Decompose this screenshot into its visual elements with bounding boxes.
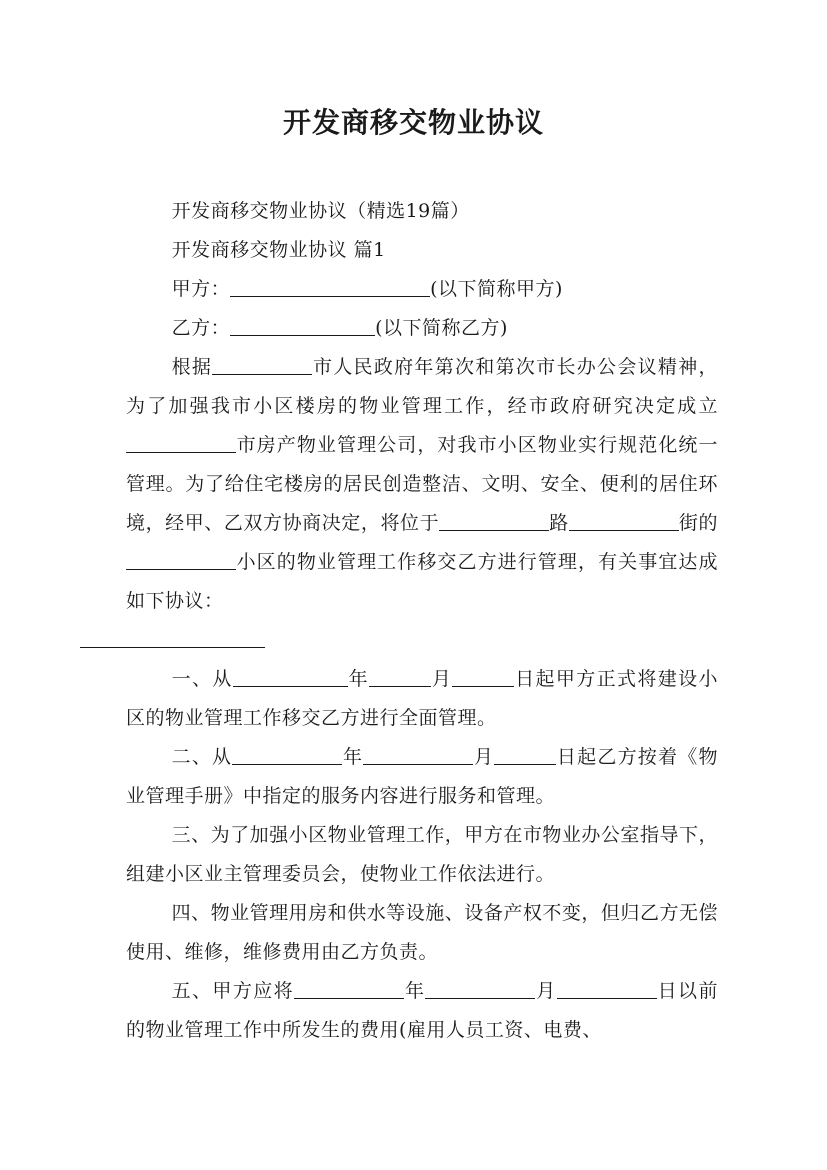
document-body bbox=[126, 192, 718, 1050]
clause-5-year-blank bbox=[294, 979, 404, 999]
party-b-suffix: (以下简称乙方) bbox=[375, 317, 508, 339]
clause-5-day-blank bbox=[557, 979, 657, 999]
clause-1-part-4: 日起甲方正式将建设小区的物业管理工作移交乙方进行全面管理。 bbox=[126, 668, 718, 729]
document-title: 开发商移交物业协议 bbox=[282, 106, 544, 139]
clause-4: 四、物业管理用房和供水等设施、设备产权不变，但归乙方无偿使用、维修，维修费用由乙方负责。 bbox=[126, 902, 718, 963]
clause-2-month-blank bbox=[363, 745, 473, 765]
intro-part-6: 小区的物业管理工作移交乙方进行管理，有关事宜达成如下协议： bbox=[126, 551, 718, 612]
clause-5 bbox=[126, 972, 718, 1050]
clause-2-part-3: 月 bbox=[473, 746, 495, 768]
clause-2-part-2: 年 bbox=[342, 746, 364, 768]
road-blank bbox=[439, 511, 549, 531]
trailing-blank bbox=[80, 628, 265, 648]
clause-5-part-2: 年 bbox=[404, 980, 426, 1002]
clause-3: 三、为了加强小区物业管理工作，甲方在市物业办公室指导下，组建小区业主管理委员会，使物业工作依法进行。 bbox=[126, 824, 718, 885]
clause-2-year-blank bbox=[232, 745, 342, 765]
clause-1-day-blank bbox=[452, 667, 514, 687]
intro-part-3: 市房产物业管理公司，对我市小区物业实行规范化统一管理。为了给住宅楼房的居民创造整洁、文明、安全、便利的居住环境，经甲、乙双方协商决定，将位于 bbox=[126, 434, 718, 534]
party-a-blank bbox=[230, 277, 430, 297]
district-blank bbox=[126, 550, 236, 570]
street-blank bbox=[569, 511, 679, 531]
clause-1-month-blank bbox=[369, 667, 431, 687]
party-b-blank bbox=[230, 316, 375, 336]
subtitle-line: 开发商移交物业协议（精选19篇） bbox=[171, 200, 470, 222]
city-blank bbox=[212, 355, 312, 375]
clause-2-part-1: 二、从 bbox=[171, 746, 233, 768]
intro-part-5: 街的 bbox=[678, 512, 718, 534]
clause-1-part-2: 年 bbox=[347, 668, 369, 690]
clause-5-part-3: 月 bbox=[535, 980, 557, 1002]
party-a-label: 甲方： bbox=[171, 278, 231, 300]
intro-part-4: 路 bbox=[549, 512, 569, 534]
party-b-label: 乙方： bbox=[171, 317, 231, 339]
clause-1-part-1: 一、从 bbox=[171, 668, 233, 690]
clause-5-month-blank bbox=[425, 979, 535, 999]
clause-2 bbox=[126, 738, 718, 816]
clause-2-part-4: 日起乙方按着《物业管理手册》中指定的服务内容进行服务和管理。 bbox=[126, 746, 718, 807]
intro-paragraph bbox=[126, 348, 718, 660]
intro-part-2: 市人民政府年第次和第次市长办公会议精神，为了加强我市小区楼房的物业管理工作，经市政府研究决定成立 bbox=[126, 356, 718, 417]
party-b-line bbox=[126, 309, 718, 348]
clause-1-part-3: 月 bbox=[430, 668, 453, 690]
party-a-suffix: (以下简称甲方) bbox=[430, 278, 563, 300]
party-a-line bbox=[126, 270, 718, 309]
intro-part-1: 根据 bbox=[171, 356, 213, 378]
clause-5-part-4: 日以前的物业管理工作中所发生的费用(雇用人员工资、电费、 bbox=[126, 980, 718, 1041]
company-blank bbox=[126, 433, 236, 453]
clause-5-part-1: 五、甲方应将 bbox=[171, 980, 295, 1002]
clause-1 bbox=[126, 660, 718, 738]
section-heading: 开发商移交物业协议 篇1 bbox=[171, 239, 386, 261]
clause-2-day-blank bbox=[494, 745, 556, 765]
clause-1-year-blank bbox=[233, 667, 348, 687]
